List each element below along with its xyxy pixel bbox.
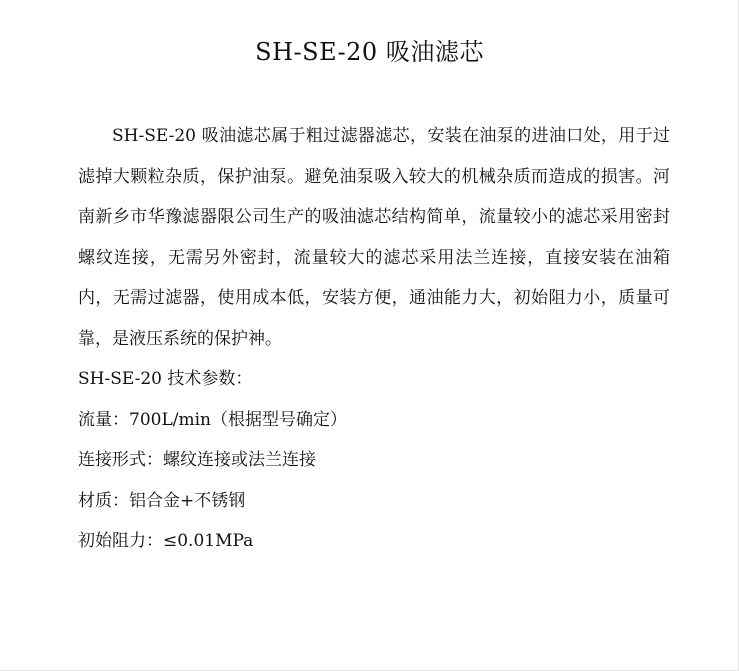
param-resistance: 初始阻力：≤0.01MPa <box>78 531 254 551</box>
intro-paragraph: SH-SE-20 吸油滤芯属于粗过滤器滤芯，安装在油泵的进油口处，用于过滤掉大颗粒杂质，保护油泵。避免油泵吸入较大的机械杂质而造成的损害。河南新乡市华豫滤器限公司生产的吸油滤芯结构简单，流量较小的滤芯采用密封螺纹连接，无需另外密封，流量较大的滤芯采用法兰连接，直接安装在油箱内，无需过滤器，使用成本低，安装方便，通油能力大，初始阻力小，质量可靠，是液压系统的保护神。 <box>78 126 670 349</box>
param-connection: 连接形式：螺纹连接或法兰连接 <box>78 450 316 470</box>
param-material: 材质：铝合金+不锈钢 <box>78 490 246 511</box>
page-title: SH-SE-20 吸油滤芯 <box>255 38 484 66</box>
params-heading: SH-SE-20 技术参数： <box>78 369 253 389</box>
param-flow: 流量：700L/min（根据型号确定） <box>78 409 347 430</box>
article-body <box>78 116 670 562</box>
